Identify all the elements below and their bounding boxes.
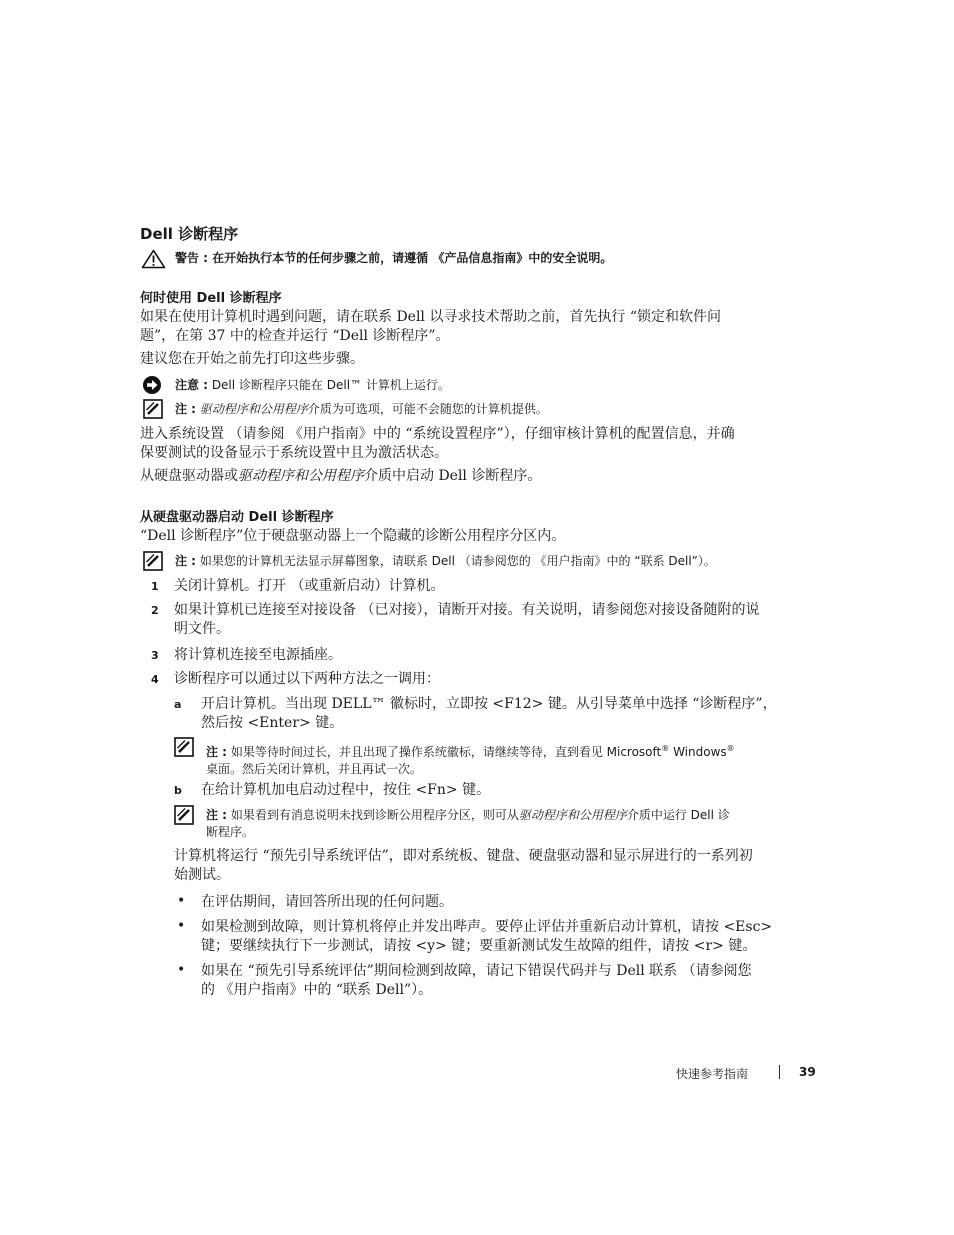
- note-pencil-icon: [174, 737, 194, 757]
- substep-a-text: 开启计算机。当出现 DELL™ 徽标时，立即按 <F12> 键。从引导菜单中选择 “诊断程序”， 然后按 <Enter> 键。: [201, 696, 777, 731]
- notice-text: 注意 : Dell 诊断程序只能在 Dell™ 计算机上运行。: [175, 378, 450, 392]
- when-to-use-para3: 进入系统设置 （请参阅 《用户指南》中的 “系统设置程序”），仔细审核计算机的配置信息，并确 保要测试的设备显示于系统设置中且为激活状态。: [140, 426, 735, 461]
- step-number: 2: [151, 604, 159, 617]
- note-pencil-icon: [143, 551, 163, 571]
- note-no-display: 注 : 如果您的计算机无法显示屏幕图象，请联系 Dell （请参阅您的 《用户指南》中的 “联系 Dell”）。: [175, 554, 716, 568]
- note-pencil-icon: [143, 399, 163, 419]
- bullet-marker: •: [177, 893, 186, 909]
- step-number: 1: [151, 580, 159, 593]
- bullet-text: 如果在 “预先引导系统评估”期间检测到故障，请记下错误代码并与 Dell 联系 （请参阅您 的 《用户指南》中的 “联系 Dell”）。: [201, 963, 752, 998]
- substep-b-text: 在给计算机加电启动过程中，按住 <Fn> 键。: [201, 782, 491, 798]
- footer-guide-name: 快速参考指南: [676, 1067, 749, 1081]
- start-from-hdd-heading: 从硬盘驱动器启动 Dell 诊断程序: [140, 510, 334, 525]
- bullet-marker: •: [177, 962, 186, 978]
- step-text: 将计算机连接至电源插座。: [174, 647, 342, 663]
- step-number: 4: [151, 673, 159, 686]
- pre-boot-assessment-para: 计算机将运行 “预先引导系统评估”，即对系统板、键盘、硬盘驱动器和显示屏进行的一系列初 始测试。: [174, 848, 753, 883]
- when-to-use-para2: 建议您在开始之前先打印这些步骤。: [140, 351, 364, 367]
- step-text: 关闭计算机。打开 （或重新启动）计算机。: [174, 578, 445, 594]
- notice-arrow-icon: [142, 375, 162, 395]
- step-text: 如果计算机已连接至对接设备 （已对接），请断开对接。有关说明，请参阅您对接设备随附的说 明文件。: [174, 602, 760, 637]
- note-partition-not-found: 注 : 如果看到有消息说明未找到诊断公用程序分区，则可从驱动程序和公用程序介质中运行 Dell 诊 断程序。: [206, 808, 730, 839]
- when-to-use-para1: 如果在使用计算机时遇到问题，请在联系 Dell 以寻求技术帮助之前，首先执行 “锁定和软件问 题”，在第 37 中的检查并运行 “Dell 诊断程序”。: [140, 309, 721, 344]
- note-driver-media: 注 : 驱动程序和公用程序介质为可选项，可能不会随您的计算机提供。: [175, 402, 548, 416]
- section-title: Dell 诊断程序: [140, 225, 239, 243]
- bullet-text: 在评估期间，请回答所出现的任何问题。: [201, 894, 453, 910]
- step-text: 诊断程序可以通过以下两种方法之一调用：: [174, 671, 440, 687]
- substep-letter: a: [174, 698, 182, 711]
- bullet-marker: •: [177, 918, 186, 934]
- note-wait-os-logo: 注 : 如果等待时间过长，并且出现了操作系统徽标，请继续等待，直到看见 Microsoft® Windows® 桌面。然后关闭计算机，并且再试一次。: [206, 744, 735, 776]
- when-to-use-heading: 何时使用 Dell 诊断程序: [140, 291, 282, 306]
- footer-divider: [779, 1065, 780, 1079]
- substep-letter: b: [174, 784, 182, 797]
- warning-triangle-icon: [141, 249, 166, 269]
- page-number: 39: [799, 1065, 816, 1079]
- when-to-use-para4: 从硬盘驱动器或驱动程序和公用程序介质中启动 Dell 诊断程序。: [140, 468, 542, 484]
- bullet-text: 如果检测到故障，则计算机将停止并发出哔声。要停止评估并重新启动计算机，请按 <Esc> 键；要继续执行下一步测试，请按 <y> 键；要重新测试发生故障的组件，请按 <r> 键。: [201, 919, 773, 954]
- warning-text: 警告 : 在开始执行本节的任何步骤之前，请遵循 《产品信息指南》中的安全说明。: [175, 251, 613, 265]
- note-pencil-icon: [174, 805, 194, 825]
- start-from-hdd-intro: “Dell 诊断程序”位于硬盘驱动器上一个隐藏的诊断公用程序分区内。: [140, 528, 566, 544]
- step-number: 3: [151, 649, 159, 662]
